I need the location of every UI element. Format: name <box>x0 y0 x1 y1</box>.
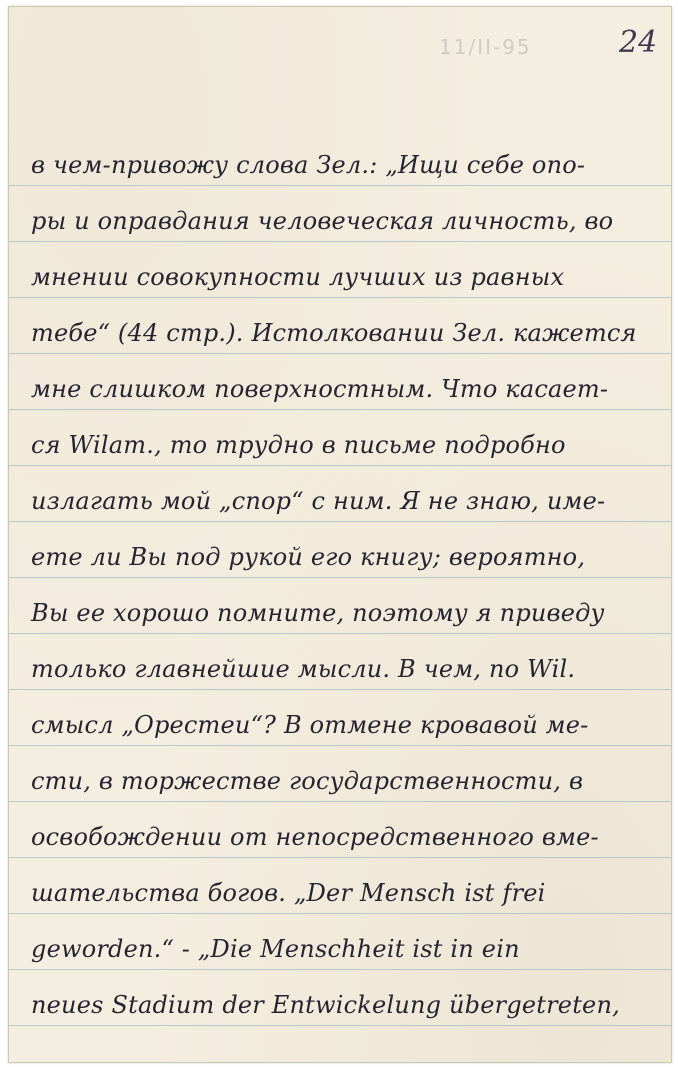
handwritten-line: излагать мой „спор“ с ним. Я не знаю, име- <box>31 487 606 515</box>
handwritten-line: только главнейшие мысли. В чем, по Wil. <box>31 655 576 683</box>
handwritten-line: смысл „Орестеи“? В отмене кровавой ме- <box>31 711 589 739</box>
handwritten-line: ры и оправдания человеческая личность, во <box>31 207 614 235</box>
handwritten-line: освобождении от непосредственного вме- <box>31 823 599 851</box>
handwritten-line: мне слишком поверхностным. Что касает- <box>31 375 609 403</box>
handwritten-line: geworden.“ - „Die Menschheit ist in ein <box>31 935 520 963</box>
handwritten-line: сти, в торжестве государственности, в <box>31 767 584 795</box>
handwritten-line: ся Wilam., то трудно в письме подробно <box>31 431 566 459</box>
pencil-note: 11/II-95 <box>439 35 532 59</box>
handwritten-line: в чем-привожу слова Зел.: „Ищи себе опо- <box>31 151 586 179</box>
handwritten-line: ете ли Вы под рукой его книгу; вероятно, <box>31 543 586 571</box>
handwritten-line: тебе“ (44 стр.). Истолковании Зел. кажется <box>31 319 637 347</box>
handwritten-line: шательства богов. „Der Mensch ist frei <box>31 879 546 907</box>
page-number: 24 <box>619 25 658 60</box>
handwritten-line: neues Stadium der Entwickelung übergetreten, <box>31 991 620 1019</box>
handwritten-line: Вы ее хорошо помните, поэтому я приведу <box>31 599 605 627</box>
manuscript-page <box>8 6 672 1063</box>
handwritten-line: мнении совокупности лучших из равных <box>31 263 565 291</box>
